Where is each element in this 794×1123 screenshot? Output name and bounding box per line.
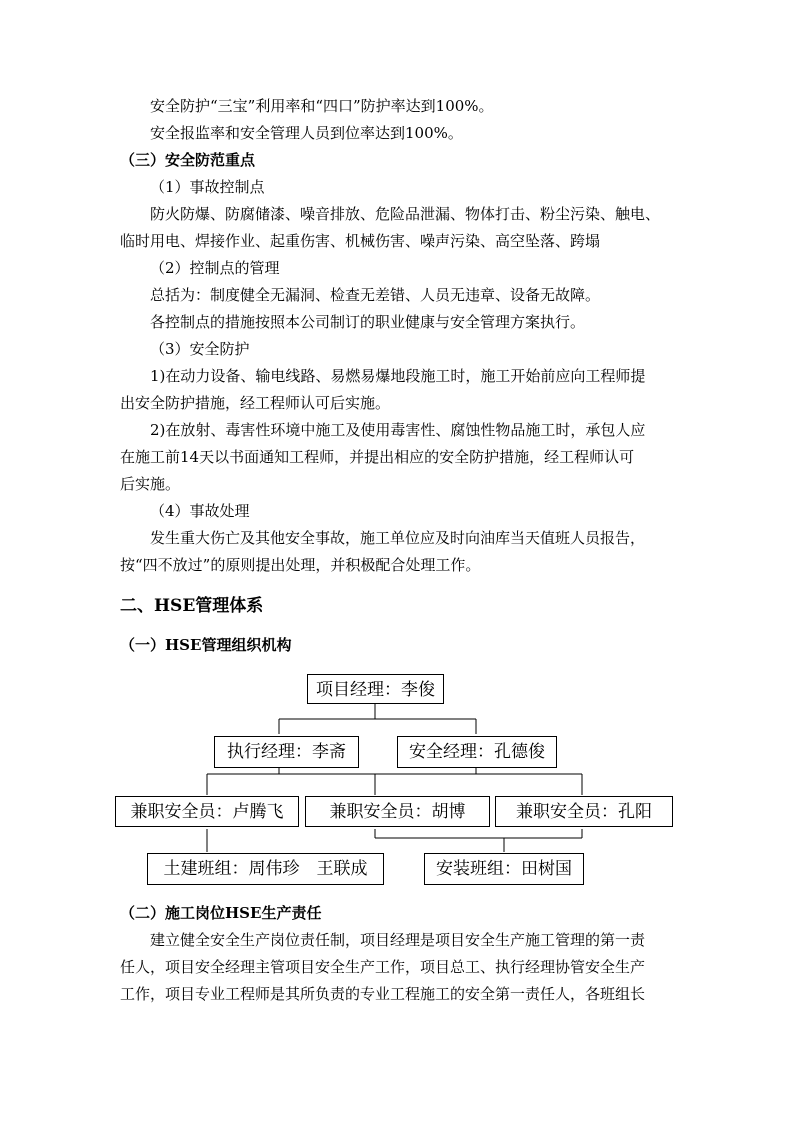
org-box-civil-team: 土建班组：周伟珍 王联成 [147, 853, 384, 885]
duty-line-2: 任人，项目安全经理主管项目安全生产工作，项目总工、执行经理协管安全生产 [120, 958, 646, 976]
duty-line-3: 工作，项目专业工程师是其所负责的专业工程施工的安全第一责任人，各班组长 [120, 985, 646, 1003]
org-box-safety-manager: 安全经理：孔德俊 [397, 736, 557, 768]
hse-heading: 二、HSE管理体系 [120, 596, 264, 616]
safety-target-line-2: 安全报监率和安全管理人员到位率达到100%。 [150, 124, 463, 142]
sub2-text-line-1: 总括为：制度健全无漏洞、检查无差错、人员无违章、设备无故障。 [150, 286, 601, 304]
org-box-safety-officer-2: 兼职安全员：胡博 [305, 796, 490, 827]
section-3-heading: （三）安全防范重点 [120, 151, 256, 169]
sub1-text-line-1: 防火防爆、防腐储漆、噪音排放、危险品泄漏、物体打击、粉尘污染、触电、 [150, 205, 661, 223]
sub4-title: （4）事故处理 [150, 502, 250, 520]
sub1-text-line-2: 临时用电、焊接作业、起重伤害、机械伤害、噪声污染、高空坠落、跨塌 [120, 232, 601, 250]
sub1-title: （1）事故控制点 [150, 178, 265, 196]
org-box-safety-officer-1: 兼职安全员：卢腾飞 [115, 796, 299, 827]
sub2-text-line-2: 各控制点的措施按照本公司制订的职业健康与安全管理方案执行。 [150, 313, 586, 331]
org-box-safety-officer-3: 兼职安全员：孔阳 [495, 796, 673, 827]
sub3-title: （3）安全防护 [150, 340, 250, 358]
sub3-item1-line-2: 出安全防护措施，经工程师认可后实施。 [120, 394, 391, 412]
sub2-title: （2）控制点的管理 [150, 259, 280, 277]
sub4-text-line-2: 按“四不放过”的原则提出处理，并积极配合处理工作。 [120, 556, 481, 574]
org-box-project-manager: 项目经理：李俊 [307, 674, 444, 704]
sub4-text-line-1: 发生重大伤亡及其他安全事故，施工单位应及时向油库当天值班人员报告， [150, 529, 646, 547]
duty-line-1: 建立健全安全生产岗位责任制，项目经理是项目安全生产施工管理的第一责 [150, 931, 646, 949]
sub3-item2-line-2: 在施工前14天以书面通知工程师，并提出相应的安全防护措施，经工程师认可 [120, 448, 635, 466]
org-heading: （一）HSE管理组织机构 [120, 636, 292, 654]
sub3-item1-line-1: 1)在动力设备、输电线路、易燃易爆地段施工时，施工开始前应向工程师提 [150, 367, 646, 385]
duty-heading: （二）施工岗位HSE生产责任 [120, 904, 322, 922]
org-box-exec-manager: 执行经理：李斋 [214, 736, 359, 768]
org-box-install-team: 安装班组：田树国 [424, 853, 584, 885]
sub3-item2-line-3: 后实施。 [120, 475, 181, 493]
sub3-item2-line-1: 2)在放射、毒害性环境中施工及使用毒害性、腐蚀性物品施工时，承包人应 [150, 421, 646, 439]
safety-target-line-1: 安全防护“三宝”利用率和“四口”防护率达到100%。 [150, 97, 494, 115]
